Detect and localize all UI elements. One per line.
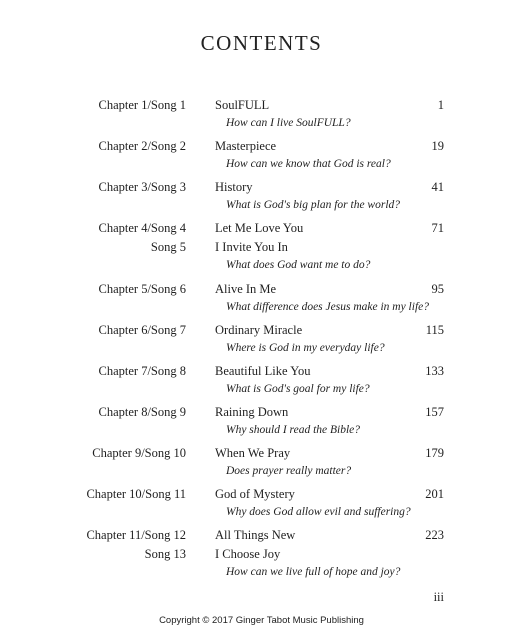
chapter-label: Chapter 8/Song 9	[98, 405, 186, 419]
chapter-question: How can we know that God is real?	[226, 158, 391, 170]
page-number: 1	[437, 98, 444, 112]
toc-entry	[0, 282, 523, 323]
page-number: 133	[425, 364, 444, 378]
chapter-label: Chapter 3/Song 3	[98, 180, 186, 194]
chapter-question: Does prayer really matter?	[226, 465, 352, 477]
chapter-label: Chapter 10/Song 11	[86, 487, 186, 501]
toc-entry	[0, 139, 523, 180]
page-title: CONTENTS	[200, 31, 323, 55]
song-title: I Invite You In	[215, 240, 288, 254]
page-number: 201	[425, 487, 444, 501]
song-title: Ordinary Miracle	[215, 323, 303, 337]
chapter-label: Chapter 1/Song 1	[98, 98, 186, 112]
chapter-question: Why does God allow evil and suffering?	[226, 506, 411, 518]
toc-entry	[0, 446, 523, 487]
toc-entry	[0, 180, 523, 221]
chapter-question: What difference does Jesus make in my life?	[226, 301, 429, 313]
chapter-question: What is God's goal for my life?	[226, 383, 370, 395]
chapter-question: Why should I read the Bible?	[226, 424, 361, 436]
song-title: All Things New	[215, 528, 296, 542]
page-number: 95	[431, 282, 444, 296]
page-number: 179	[425, 446, 444, 460]
chapter-label: Chapter 4/Song 4	[98, 221, 186, 235]
song-label: Song 5	[150, 240, 186, 254]
song-title: Masterpiece	[215, 139, 277, 153]
page-number: 71	[431, 221, 444, 235]
chapter-label: Chapter 9/Song 10	[92, 446, 186, 460]
page-number: 19	[431, 139, 444, 153]
page-number: 157	[425, 405, 444, 419]
chapter-question: What is God's big plan for the world?	[226, 199, 401, 211]
page-number: 41	[431, 180, 444, 194]
song-title: Let Me Love You	[215, 221, 304, 235]
toc-entry	[0, 323, 523, 364]
table-of-contents	[0, 98, 523, 589]
chapter-question: How can we live full of hope and joy?	[226, 566, 401, 578]
song-title: Beautiful Like You	[215, 364, 311, 378]
chapter-label: Chapter 7/Song 8	[98, 364, 186, 378]
chapter-label: Chapter 11/Song 12	[86, 528, 186, 542]
page-number: 115	[425, 323, 444, 337]
chapter-label: Chapter 5/Song 6	[98, 282, 186, 296]
chapter-question: How can I live SoulFULL?	[226, 117, 351, 129]
chapter-question: What does God want me to do?	[226, 259, 371, 271]
song-title: History	[215, 180, 253, 194]
toc-entry	[0, 98, 523, 139]
song-title: Alive In Me	[215, 282, 277, 296]
toc-entry	[0, 528, 523, 589]
chapter-label: Chapter 2/Song 2	[98, 139, 186, 153]
song-title: When We Pray	[215, 446, 291, 460]
toc-entry	[0, 364, 523, 405]
chapter-question: Where is God in my everyday life?	[226, 342, 385, 354]
song-title: God of Mystery	[215, 487, 295, 501]
copyright-notice: Copyright © 2017 Ginger Tabot Music Publishing	[159, 615, 364, 626]
song-label: Song 13	[144, 547, 186, 561]
toc-entry	[0, 221, 523, 282]
page-number: 223	[425, 528, 444, 542]
song-title: I Choose Joy	[215, 547, 281, 561]
page-number-roman: iii	[433, 590, 444, 604]
song-title: SoulFULL	[215, 98, 270, 112]
chapter-label: Chapter 6/Song 7	[98, 323, 186, 337]
toc-entry	[0, 405, 523, 446]
song-title: Raining Down	[215, 405, 289, 419]
toc-entry	[0, 487, 523, 528]
